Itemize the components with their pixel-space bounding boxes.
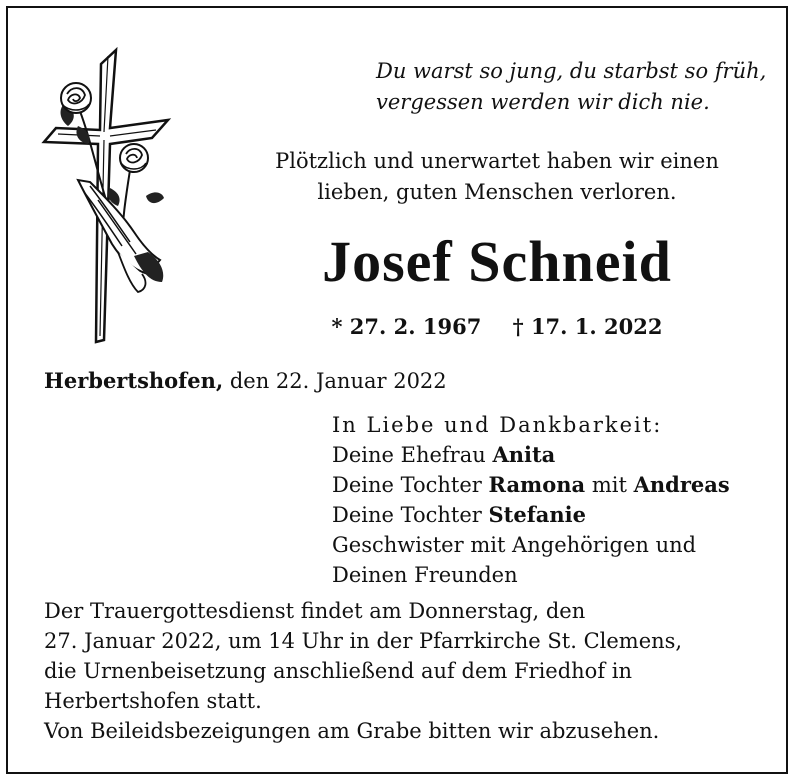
service-info — [44, 596, 682, 746]
mourner-prefix: Deine Tochter — [332, 503, 482, 527]
intro-text — [232, 146, 762, 208]
mourners-heading: In Liebe und Dankbarkeit: — [332, 413, 663, 437]
mourner-wife — [332, 440, 730, 470]
mourner-daughter-1 — [332, 470, 730, 500]
mourner-siblings: Geschwister mit Angehörigen und — [332, 533, 697, 557]
mourner-partner-name: Andreas — [633, 472, 730, 497]
service-line: 27. Januar 2022, um 14 Uhr in der Pfarrkirche St. Clemens, — [44, 629, 683, 653]
mourner-friends: Deinen Freunden — [332, 563, 518, 587]
mourner-with: mit — [591, 473, 627, 497]
life-dates — [232, 314, 762, 339]
mourner-prefix: Deine Ehefrau — [332, 443, 486, 467]
intro-line: Plötzlich und unerwartet haben wir einen — [275, 149, 719, 173]
mourners-list — [332, 410, 730, 590]
deceased-name: Josef Schneid — [322, 229, 672, 294]
service-line: Von Beileidsbezeigungen am Grabe bitten wir abzusehen. — [44, 719, 660, 743]
death-date: † 17. 1. 2022 — [512, 314, 663, 339]
mourner-daughter-2 — [332, 500, 730, 530]
intro-line: lieben, guten Menschen verloren. — [317, 180, 677, 204]
place-date-text: den 22. Januar 2022 — [229, 369, 447, 393]
mourner-name: Ramona — [488, 472, 586, 497]
place-date — [44, 368, 447, 393]
service-line: Der Trauergottesdienst findet am Donnerstag, den — [44, 599, 586, 623]
mourner-name: Stefanie — [488, 502, 586, 527]
service-line: die Urnenbeisetzung anschließend auf dem Friedhof in — [44, 659, 633, 683]
place-town: Herbertshofen, — [44, 368, 224, 393]
cross-roses-praying-hands-icon — [38, 46, 172, 346]
motto-line: Du warst so jung, du starbst so früh, — [376, 59, 767, 83]
service-line: Herbertshofen statt. — [44, 689, 262, 713]
birth-date: * 27. 2. 1967 — [331, 314, 482, 339]
motto-verse — [376, 56, 766, 118]
mourner-name: Anita — [492, 442, 556, 467]
mourner-prefix: Deine Tochter — [332, 473, 482, 497]
motto-line: vergessen werden wir dich nie. — [376, 90, 710, 114]
